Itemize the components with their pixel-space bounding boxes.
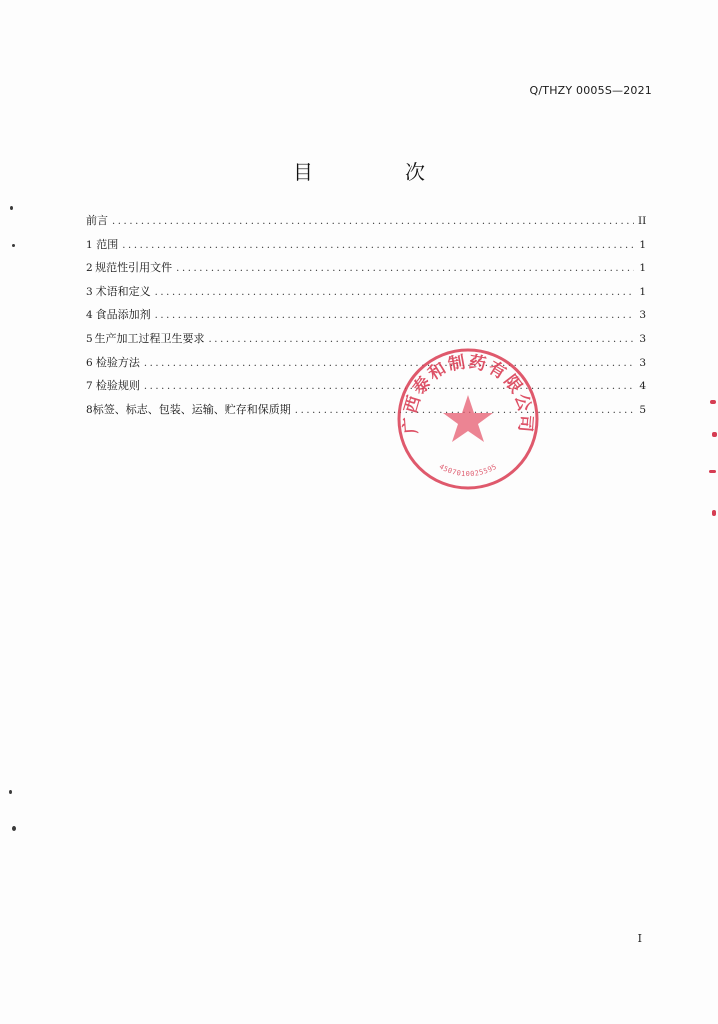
toc-number: 4 — [86, 309, 93, 322]
toc-entry-scope[interactable] — [86, 236, 646, 260]
seal-registration-number: 4507010025595 — [437, 462, 499, 479]
toc-number: 5 — [86, 332, 93, 345]
toc-label: 检验规则 — [95, 379, 140, 393]
toc-page-number: II — [638, 215, 647, 227]
toc-number: 8 — [86, 403, 93, 416]
toc-leader — [112, 216, 634, 227]
toc-leader — [155, 310, 634, 321]
toc-leader — [209, 334, 634, 345]
toc-entry-labeling-packaging[interactable] — [86, 401, 646, 425]
toc-page-number: 1 — [639, 262, 646, 275]
toc-label: 前言 — [86, 214, 108, 227]
toc-page-number: 1 — [639, 238, 646, 251]
seal-edge-fragment — [710, 400, 716, 404]
seal-star-icon — [443, 395, 493, 442]
company-seal — [395, 346, 541, 492]
seal-edge-fragment — [712, 432, 717, 437]
seal-company-name: 广西泰和制药有限公司 — [400, 352, 536, 435]
scan-speck — [12, 244, 15, 247]
toc-number: 1 — [86, 238, 93, 251]
scan-speck — [10, 206, 13, 210]
page-title: 目 次 — [293, 160, 461, 184]
toc-page-number: 4 — [639, 380, 646, 393]
page-number: I — [637, 932, 642, 945]
toc-label: 检验方法 — [95, 355, 140, 369]
toc-leader — [144, 358, 634, 369]
toc-label: 食品添加剂 — [95, 308, 151, 322]
toc-page-number: 1 — [639, 285, 646, 298]
toc-entry-test-methods[interactable] — [86, 354, 646, 378]
toc-entry-inspection-rules[interactable] — [86, 377, 646, 401]
toc-entry-food-additives[interactable] — [86, 306, 646, 330]
seal-edge-fragment — [712, 510, 716, 516]
toc-entry-terms-definitions[interactable] — [86, 283, 646, 307]
toc-page-number: 3 — [639, 332, 646, 345]
toc-number: 2 — [86, 262, 93, 275]
toc-label: 范围 — [96, 237, 119, 251]
toc-leader — [155, 287, 634, 298]
toc-number: 7 — [86, 380, 93, 393]
toc-entry-normative-references[interactable] — [86, 259, 646, 283]
toc-label: 规范性引用文件 — [95, 261, 173, 275]
scan-speck — [9, 790, 12, 794]
toc-entry-foreword[interactable] — [86, 212, 646, 236]
toc-label: 生产加工过程卫生要求 — [94, 331, 205, 345]
toc-label: 术语和定义 — [95, 284, 151, 298]
toc-leader — [122, 240, 634, 251]
toc-leader — [144, 381, 634, 392]
table-of-contents — [86, 212, 646, 424]
toc-leader — [176, 263, 634, 274]
toc-number: 3 — [86, 285, 93, 298]
toc-entry-hygiene-requirements[interactable] — [86, 330, 646, 354]
toc-page-number: 3 — [639, 356, 646, 369]
standard-code: Q/THZY 0005S—2021 — [529, 84, 652, 97]
toc-number: 6 — [86, 356, 93, 369]
toc-label: 标签、标志、包装、运输、贮存和保质期 — [92, 402, 291, 416]
toc-page-number: 3 — [639, 309, 646, 322]
seal-edge-fragment — [709, 470, 716, 473]
toc-page-number: 5 — [639, 403, 646, 416]
scan-speck — [12, 826, 16, 831]
